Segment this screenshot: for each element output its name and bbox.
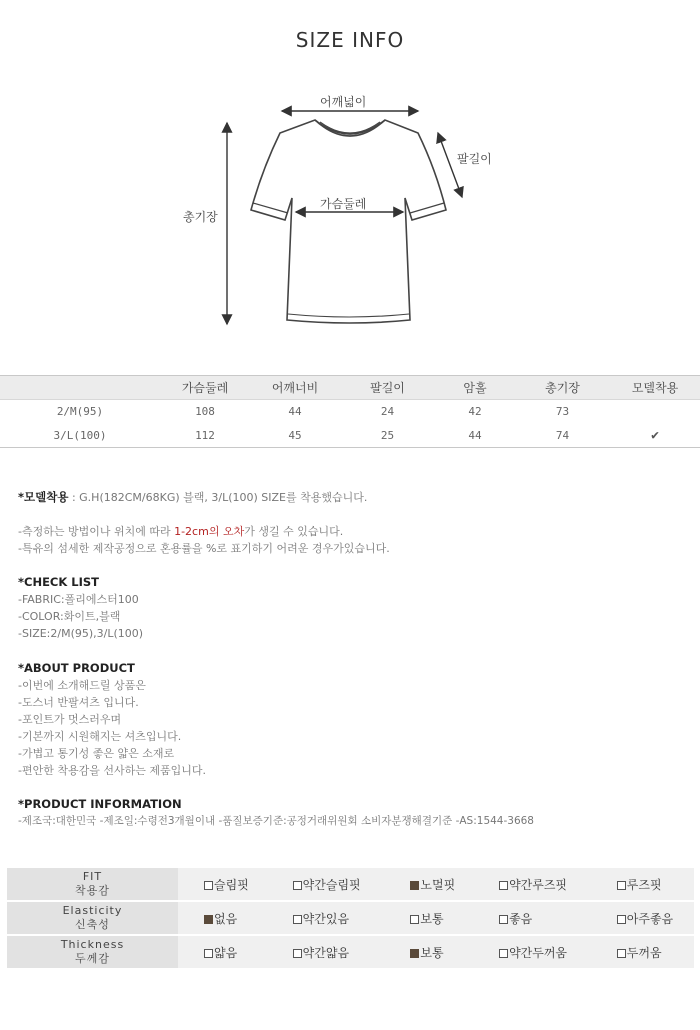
list-item: -가볍고 통기성 좋은 얇은 소재로: [18, 747, 175, 760]
elasticity-title-ko: 신축성: [75, 918, 110, 931]
chest-label: 가슴둘레: [320, 197, 367, 211]
fit-title-en: FIT: [82, 870, 103, 883]
checkbox-checked-icon: [410, 881, 419, 890]
checkbox-icon: [293, 881, 302, 890]
table-cell: 44: [288, 405, 302, 419]
checkbox-checked-icon: [204, 915, 213, 924]
thickness-option: [473, 936, 591, 970]
thickness-option-label: 약간두꺼움: [509, 945, 568, 960]
table-cell: 24: [380, 405, 395, 419]
list-item: -FABRIC:폴리에스터100: [18, 593, 139, 606]
thickness-option: [178, 936, 267, 970]
elasticity-option: [473, 902, 591, 936]
sleeve-length-label: 팔길이: [457, 152, 492, 166]
size-table: [0, 375, 700, 448]
table-cell: 74: [555, 428, 570, 442]
elasticity-option-label: 아주좋음: [626, 911, 674, 926]
fit-option-label: 루즈핏: [626, 877, 662, 892]
elasticity-option: [591, 902, 694, 936]
measurement-notes: [18, 523, 688, 557]
checkmark-icon: ✔: [651, 427, 659, 443]
list-item: -기본까지 시원해지는 셔츠입니다.: [18, 730, 182, 743]
fit-option: [591, 868, 694, 902]
table-cell: 45: [288, 428, 302, 442]
checkbox-icon: [204, 881, 213, 890]
note-highlight: 1-2cm의 오차: [174, 525, 245, 538]
thickness-option-label: 보통: [420, 945, 444, 960]
size-table-header-cell: 모델착용: [631, 381, 679, 395]
model-wear-heading: *모델착용: [18, 490, 69, 504]
checkbox-icon: [293, 949, 302, 958]
thickness-option: [591, 936, 694, 970]
about-product-section: [18, 660, 688, 779]
list-item: -COLOR:화이트,블랙: [18, 610, 121, 623]
checkbox-icon: [499, 915, 508, 924]
model-wear-cell: [610, 424, 700, 448]
about-product-heading: *ABOUT PRODUCT: [18, 661, 135, 675]
fit-row: [7, 868, 694, 902]
checkbox-icon: [617, 881, 626, 890]
size-table-header-cell: 가슴둘레: [181, 381, 229, 395]
thickness-option-label: 두꺼움: [626, 945, 662, 960]
checkbox-icon: [499, 949, 508, 958]
thickness-option-label: 약간얇음: [302, 945, 350, 960]
size-cell: 2/M(95): [56, 405, 104, 419]
list-item: -도스너 반팔셔츠 입니다.: [18, 696, 139, 709]
total-length-label: 총기장: [183, 210, 218, 224]
checkbox-icon: [410, 915, 419, 924]
elasticity-row-title: [7, 902, 178, 936]
fit-option-label: 약간슬림핏: [302, 877, 361, 892]
table-cell: 73: [555, 405, 570, 419]
checkbox-icon: [617, 915, 626, 924]
size-table-header-cell: 총기장: [545, 381, 580, 395]
note-text: 가 생길 수 있습니다.: [244, 525, 344, 538]
elasticity-option: [384, 902, 473, 936]
table-cell: 108: [195, 405, 215, 419]
thickness-option-label: 얇음: [214, 945, 238, 960]
size-table-header-cell: 어깨너비: [271, 381, 319, 395]
checkbox-icon: [499, 881, 508, 890]
elasticity-option-label: 약간있음: [302, 911, 350, 926]
model-wear-info: [18, 489, 688, 506]
thickness-title-ko: 두께감: [75, 952, 110, 965]
fit-row-title: [7, 868, 178, 902]
size-table-header-cell: 암홀: [463, 381, 487, 395]
model-wear-text: : G.H(182CM/68KG) 블랙, 3/L(100) SIZE를 착용했습니다.: [68, 491, 368, 504]
elasticity-option: [267, 902, 385, 936]
thickness-option: [384, 936, 473, 970]
table-cell: 42: [468, 405, 482, 419]
model-wear-cell: [610, 400, 700, 424]
fit-option-label: 노멀핏: [420, 877, 456, 892]
fit-option: [473, 868, 591, 902]
list-item: -이번에 소개해드릴 상품은: [18, 679, 146, 692]
note-text: -특유의 섬세한 제작공정으로 혼용률을 %로 표기하기 어려운 경우가있습니다.: [18, 542, 390, 555]
list-item: -편안한 착용감을 선사하는 제품입니다.: [18, 764, 206, 777]
elasticity-option-label: 보통: [420, 911, 444, 926]
table-cell: 25: [380, 428, 395, 442]
fit-option: [384, 868, 473, 902]
check-list-section: [18, 574, 688, 642]
product-information-section: [18, 796, 688, 830]
thickness-title-en: Thickness: [60, 938, 125, 951]
elasticity-option: [178, 902, 267, 936]
tshirt-measurement-diagram: [0, 0, 700, 340]
elasticity-option-label: 없음: [214, 911, 238, 926]
table-cell: 112: [195, 428, 215, 442]
fit-option: [267, 868, 385, 902]
page-title: SIZE INFO: [295, 28, 405, 52]
size-table-header-cell: [0, 376, 160, 400]
fit-title-ko: 착용감: [75, 884, 110, 897]
note-text: -측정하는 방법이나 위치에 따라: [18, 525, 175, 538]
table-row: [0, 400, 700, 424]
list-item: -SIZE:2/M(95),3/L(100): [18, 627, 144, 640]
checkbox-icon: [204, 949, 213, 958]
thickness-row-title: [7, 936, 178, 970]
size-table-header-cell: 팔길이: [370, 381, 405, 395]
fit-option: [178, 868, 267, 902]
fit-option-label: 슬림핏: [214, 877, 249, 892]
checkbox-icon: [617, 949, 626, 958]
fit-option-label: 약간루즈핏: [509, 877, 568, 892]
checkbox-icon: [293, 915, 302, 924]
table-cell: 44: [468, 428, 482, 442]
product-information-heading: *PRODUCT INFORMATION: [18, 797, 182, 811]
fit-guide-table: [7, 868, 694, 970]
tshirt-illustration: [0, 0, 700, 340]
shoulder-width-label: 어깨넓이: [320, 95, 367, 109]
elasticity-title-en: Elasticity: [62, 904, 123, 917]
size-table-header: [0, 376, 700, 400]
check-list-heading: *CHECK LIST: [18, 575, 100, 589]
checkbox-checked-icon: [410, 949, 419, 958]
product-information-line: -제조국:대한민국 -제조일:수령전3개월이내 -품질보증기준:공정거래위원회 소비자분쟁해결기준 -AS:1544-3668: [18, 815, 534, 827]
list-item: -포인트가 멋스러우며: [18, 713, 122, 726]
thickness-option: [267, 936, 385, 970]
elasticity-row: [7, 902, 694, 936]
thickness-row: [7, 936, 694, 970]
table-row: [0, 424, 700, 448]
size-cell: 3/L(100): [53, 428, 107, 442]
elasticity-option-label: 좋음: [509, 911, 533, 926]
